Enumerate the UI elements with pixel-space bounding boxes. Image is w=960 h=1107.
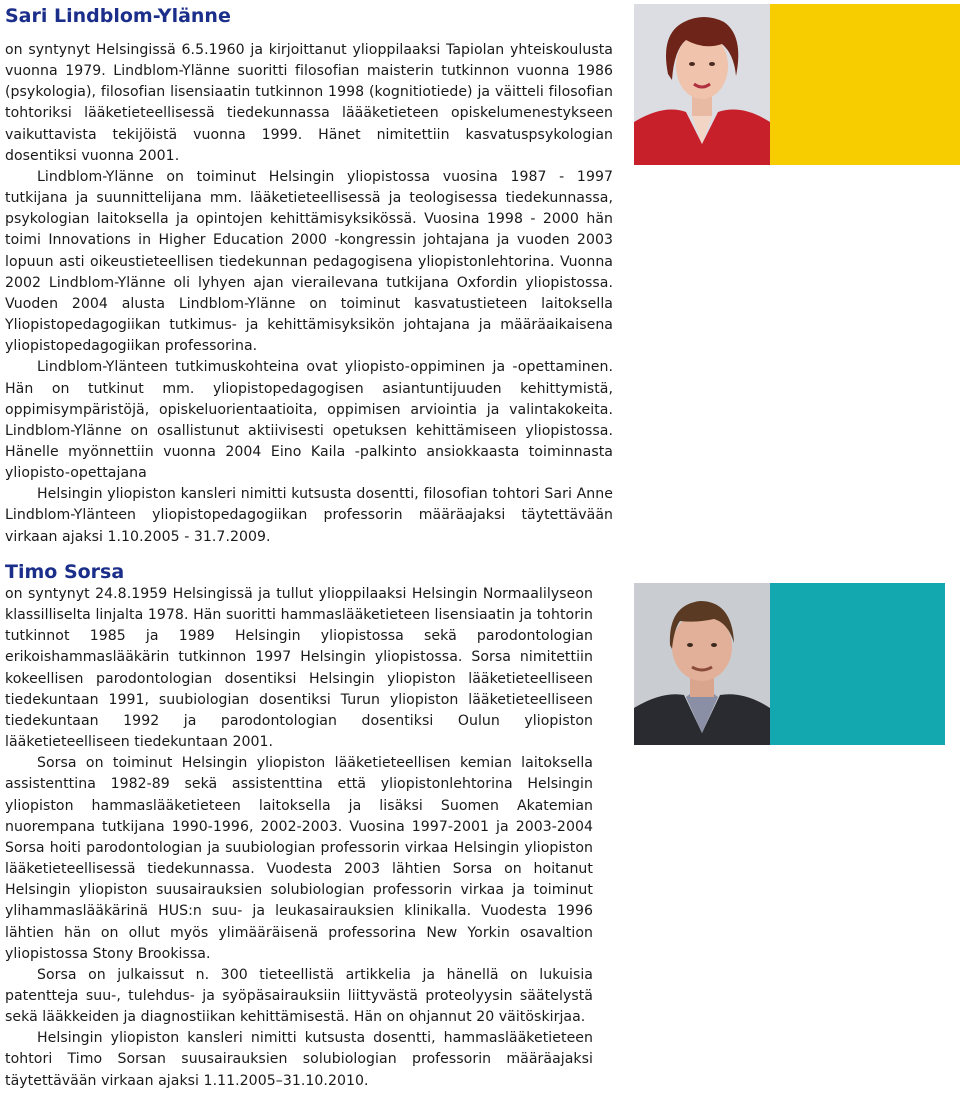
biography-paragraph: on syntynyt 24.8.1959 Helsingissä ja tullut ylioppilaaksi Helsingin Normaalilyseon klassilliselta linjalta 1978. Hän suoritti hammaslääketieteen lisensiaatin ja tohtorin tutkinnot 1985 ja 1989 Helsingin yliopistossa sekä parodontologian erikoishammaslääkärin tutkinnon 1997 Helsingin yliopistossa. Sorsa nimitettiin kokeellisen parodontologian dosentiksi Helsingin yliopiston lääketieteelliseen tiedekuntaan 1991, suubiologian dosentiksi Turun yliopiston lääketieteelliseen tiedekuntaan 1992 ja parodontologian dosentiksi Oulun yliopiston lääketieteelliseen tiedekuntaan 2001.	[5, 586, 593, 751]
teal-accent-block	[770, 583, 945, 745]
biography-paragraph: Lindblom-Ylänne on toiminut Helsingin yliopistossa vuosina 1987 - 1997 tutkijana ja suunnittelijana mm. lääketieteellisessä ja teologisessa tiedekunnassa, psykologian laitoksella ja opintojen kehittämisyksikössä. Vuosina 1998 - 2000 hän toimi Innovations in Higher Education 2000 -kongressin johtajana ja vuoden 2003 lopuun asti oikeustieteellisen tiedekunnan pedagogisena yliopistonlehtorina. Vuonna 2002 Lindblom-Ylänne oli lyhyen ajan vierailevana tutkijana Oxfordin yliopistossa. Vuoden 2004 alusta Lindblom-Ylänne on toiminut kasvatustieteen laitoksella Yliopistopedagogiikan tutkimus- ja kehittämisyksikön johtajana ja määräaikaisena yliopistopedagogiikan professorina.	[5, 168, 613, 355]
biography-paragraph: Helsingin yliopiston kansleri nimitti kutsusta dosentti, hammaslääketieteen tohtori Timo Sorsan suusairauksien solubiologian professorin määräajaksi täytettävään virkaan ajaksi 1.11.2005–31.10.2010.	[5, 1030, 593, 1089]
portrait-photo-man	[634, 583, 770, 745]
biography-text	[5, 584, 593, 1092]
biography-sari-lindblom-ylanne	[5, 4, 613, 548]
biography-timo-sorsa	[5, 560, 593, 1092]
biography-paragraph: on syntynyt Helsingissä 6.5.1960 ja kirjoittanut ylioppilaaksi Tapiolan yhteiskoulusta vuonna 1979. Lindblom-Ylänne suoritti filosofian maisterin tutkinnon vuonna 1986 (psykologia), filosofian lisensiaatin tutkinnon 1998 (kognitiotiede) ja väitteli filosofian tohtoriksi lääketieteellisessä tiedekunnassa läääketieteen opiskelumenestykseen vaikuttavista tekijöistä vuonna 1999. Hänet nimitettiin kasvatuspsykologian dosentiksi vuonna 2001.	[5, 42, 613, 164]
biography-text	[5, 40, 613, 548]
biography-paragraph: Helsingin yliopiston kansleri nimitti kutsusta dosentti, filosofian tohtori Sari Anne Lindblom-Ylänteen yliopistopedagogiikan professorin määräajaksi täytettävään virkaan ajaksi 1.10.2005 - 31.7.2009.	[5, 486, 613, 545]
person-name-heading: Sari Lindblom-Ylänne	[5, 5, 231, 27]
biography-paragraph: Lindblom-Ylänteen tutkimuskohteina ovat yliopisto-oppiminen ja -opettaminen. Hän on tutkinut mm. yliopistopedagogisen asiantuntijuuden kehittymistä, oppimisympäristöjä, opiskeluorientaatioita, oppimisen arviointia ja valintakokeita. Lindblom-Ylänne on osallistunut aktiivisesti opetuksen kehittämiseen yliopistossa. Hänelle myönnettiin vuonna 2004 Eino Kaila -palkinto ansiokkaasta toiminnasta yliopisto-opettajana	[5, 359, 613, 482]
portrait-photo-woman	[634, 4, 770, 165]
person-name-heading: Timo Sorsa	[5, 561, 125, 583]
biography-paragraph: Sorsa on toiminut Helsingin yliopiston lääketieteellisen kemian laitoksella assistenttina 1982-89 sekä assistenttina että yliopistonlehtorina Helsingin yliopiston hammaslääketieteen laitoksella ja lisäksi Suomen Akatemian nuorempana tutkijana 1990-1996, 2002-2003. Vuosina 1997-2001 ja 2003-2004 Sorsa hoiti parodontologian ja suubiologian professorin virkaa Helsingin yliopiston lääketieteellisessä tiedekunnassa. Vuodesta 2003 lähtien Sorsa on hoitanut Helsingin yliopiston suusairauksien solubiologian professorin virkaa ja toiminut ylihammaslääkärinä HUS:n suu- ja leukasairauksien klinikalla. Vuodesta 1996 lähtien hän on ollut myös ylimääräisenä professorina New Yorkin osavaltion yliopistossa Stony Brookissa.	[5, 755, 593, 962]
yellow-accent-block	[770, 4, 960, 165]
biography-paragraph: Sorsa on julkaissut n. 300 tieteellistä artikkelia ja hänellä on lukuisia patentteja suu-, tulehdus- ja syöpäsairauksiin liittyvästä proteolyysin säätelystä sekä lääkkeiden ja diagnostiikan kehittämisestä. Hän on ohjannut 20 väitöskirjaa.	[5, 966, 593, 1026]
